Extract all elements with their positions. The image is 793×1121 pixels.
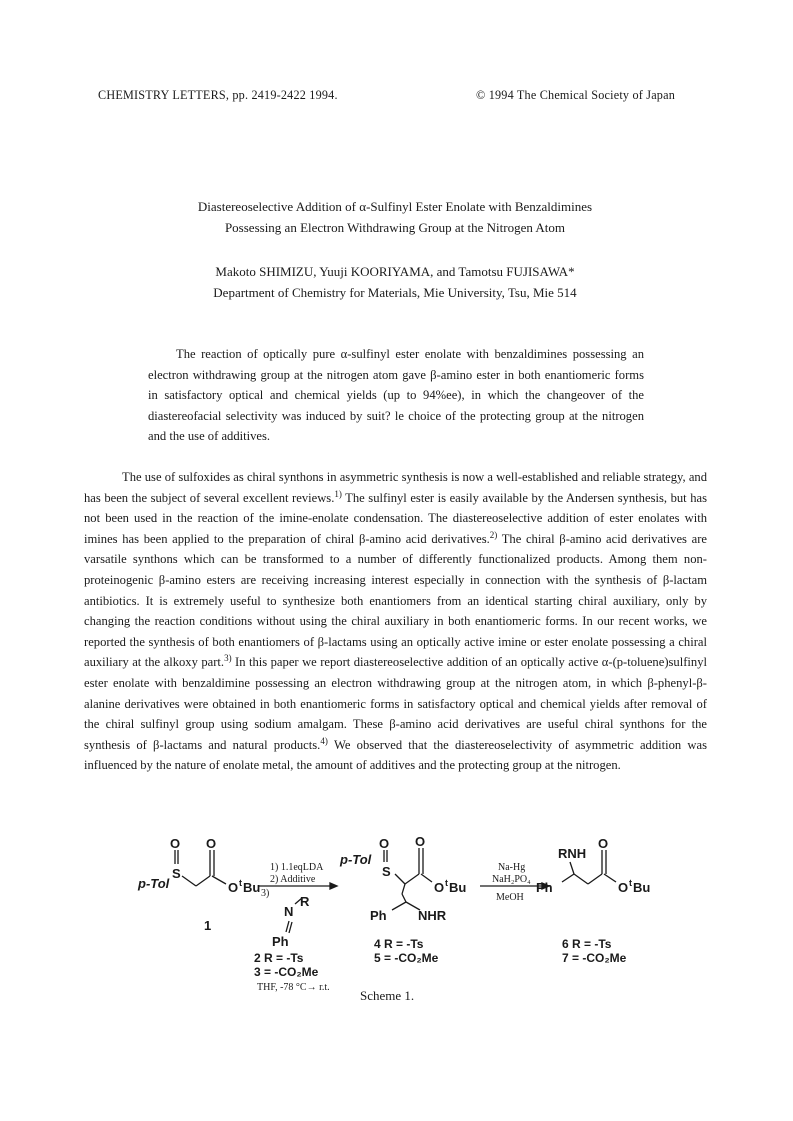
sulfur-label: S xyxy=(382,864,391,879)
body-paragraph xyxy=(84,467,707,776)
scheme-caption: Scheme 1. xyxy=(360,988,415,1003)
compound-7-label: 7 = -CO₂Me xyxy=(562,951,627,965)
tert-label: t xyxy=(445,878,448,888)
butyl-label: Bu xyxy=(243,880,261,895)
oxygen-label: O xyxy=(379,836,390,851)
butyl-label: Bu xyxy=(449,880,467,895)
abstract xyxy=(148,344,644,447)
ester-oxygen-label: O xyxy=(618,880,629,895)
ptol-label: p-Tol xyxy=(340,852,372,867)
conditions-label: THF, -78 °C→ r.t. xyxy=(257,982,330,993)
author-affiliation: Department of Chemistry for Materials, Mie University, Tsu, Mie 514 xyxy=(213,285,577,300)
rnh-label: RNH xyxy=(558,846,587,861)
title-line-1: Diastereoselective Addition of α-Sulfinyl Ester Enolate with Benzaldimines xyxy=(197,199,593,214)
reference-4: 4) xyxy=(320,735,328,746)
ptol-label: p-Tol xyxy=(138,876,170,891)
reagent-nahg: Na-Hg xyxy=(498,862,526,873)
reaction-scheme xyxy=(130,836,690,1011)
sulfur-label: S xyxy=(172,866,181,881)
author-block xyxy=(150,261,640,303)
imine-r-label: R xyxy=(300,894,310,909)
body-segment: The chiral β-amino acid derivatives are varsatile synthons which can be transformed to a number of differently functionalized products. Among them non-proteinogenic β-amino esters are receiving increasing interest especially in connection with the synthesis of β-lactam antibiotics. It is extremely useful to synthesize both enantiomers from an identical starting chiral auxiliary, only by changing the reaction conditions without using the chiral auxiliary in both enantiomeric forms. In our recent works, we reported the synthesis of both enantiomers of β-lactams using an optically active imine or ester enolate possessing a chiral auxiliary at the alkoxy part. xyxy=(84,531,708,670)
body-segment: The sulfinyl ester is easily available by the Andersen synthesis, but has not been used in the reaction of the imine-enolate condensation. The diastereoselective addition of ester enolates with imines has been applied to the preparation of chiral β-amino acid derivatives. xyxy=(84,490,707,546)
reagent-meoh: MeOH xyxy=(496,892,524,903)
body-segment: The use of sulfoxides as chiral synthons in asymmetric synthesis is now a well-established and reliable strategy, and has been the subject of several excellent reviews. xyxy=(84,470,707,505)
oxygen-label: O xyxy=(170,836,181,851)
step-1-label: 1) 1.1eqLDA xyxy=(270,862,324,873)
reagent-phosphate: NaH₂PO₄ xyxy=(492,874,531,885)
body-segment: We observed that the diastereoselectivity of asymmetric addition was influenced by the nature of enolate metal, the amount of additives and the protecting group at the nitrogen. xyxy=(84,737,707,773)
abstract-text: The reaction of optically pure α-sulfinyl ester enolate with benzaldimines possessing an electron withdrawing group at the nitrogen atom gave β-amino ester in both enantiomeric forms in satisfactory optical and chemical yields (up to 94%ee), in which the changeover of the diastereofacial selectivity was induced by suit? le choice of the protecting group at the nitrogen and the use of additives. xyxy=(148,347,644,444)
compound-4-label: 4 R = -Ts xyxy=(374,937,424,951)
compound-6-label: 6 R = -Ts xyxy=(562,937,612,951)
phenyl-label: Ph xyxy=(536,880,553,895)
oxygen-label: O xyxy=(206,836,217,851)
journal-header: CHEMISTRY LETTERS, pp. 2419-2422 1994. xyxy=(98,88,338,102)
reference-1: 1) xyxy=(334,488,342,499)
step-2-label: 2) Additive xyxy=(270,874,316,885)
reference-3: 3) xyxy=(224,653,232,664)
tert-label: t xyxy=(239,878,242,888)
title-line-2: Possessing an Electron Withdrawing Group at the Nitrogen Atom xyxy=(224,220,566,235)
copyright-header: © 1994 The Chemical Society of Japan xyxy=(476,88,676,102)
compound-3-label: 3 = -CO₂Me xyxy=(254,965,319,979)
body-text xyxy=(84,467,707,776)
reference-2: 2) xyxy=(489,529,498,540)
compound-5-label: 5 = -CO₂Me xyxy=(374,951,439,965)
phenyl-label: Ph xyxy=(370,908,387,923)
imine-n-label: N xyxy=(284,904,294,919)
step-3-label: 3) xyxy=(261,888,270,899)
tert-label: t xyxy=(629,878,632,888)
nhr-label: NHR xyxy=(418,908,447,923)
butyl-label: Bu xyxy=(633,880,651,895)
oxygen-label: O xyxy=(598,836,609,851)
author-names: Makoto SHIMIZU, Yuuji KOORIYAMA, and Tamotsu FUJISAWA* xyxy=(215,264,575,279)
paper-title xyxy=(150,196,640,238)
ester-oxygen-label: O xyxy=(434,880,445,895)
body-segment: In this paper we report diastereoselective addition of an optically active α-(p-toluene)sulfinyl ester enolate with benzaldimine possessing an electron withdrawing group at the nitrogen atom, in which β-phenyl-β-alanine derivatives were obtained in both enantiomeric forms in satisfactory optical and chemical yields after removal of the chiral sulfinyl group using sodium amalgam. These β-amino acid derivatives are useful chiral synthons for the synthesis of β-lactams and natural products. xyxy=(84,655,707,752)
imine-ph-label: Ph xyxy=(272,934,289,949)
compound-2-label: 2 R = -Ts xyxy=(254,951,304,965)
ester-oxygen-label: O xyxy=(228,880,239,895)
oxygen-label: O xyxy=(415,836,426,849)
compound-1-label: 1 xyxy=(204,918,212,933)
